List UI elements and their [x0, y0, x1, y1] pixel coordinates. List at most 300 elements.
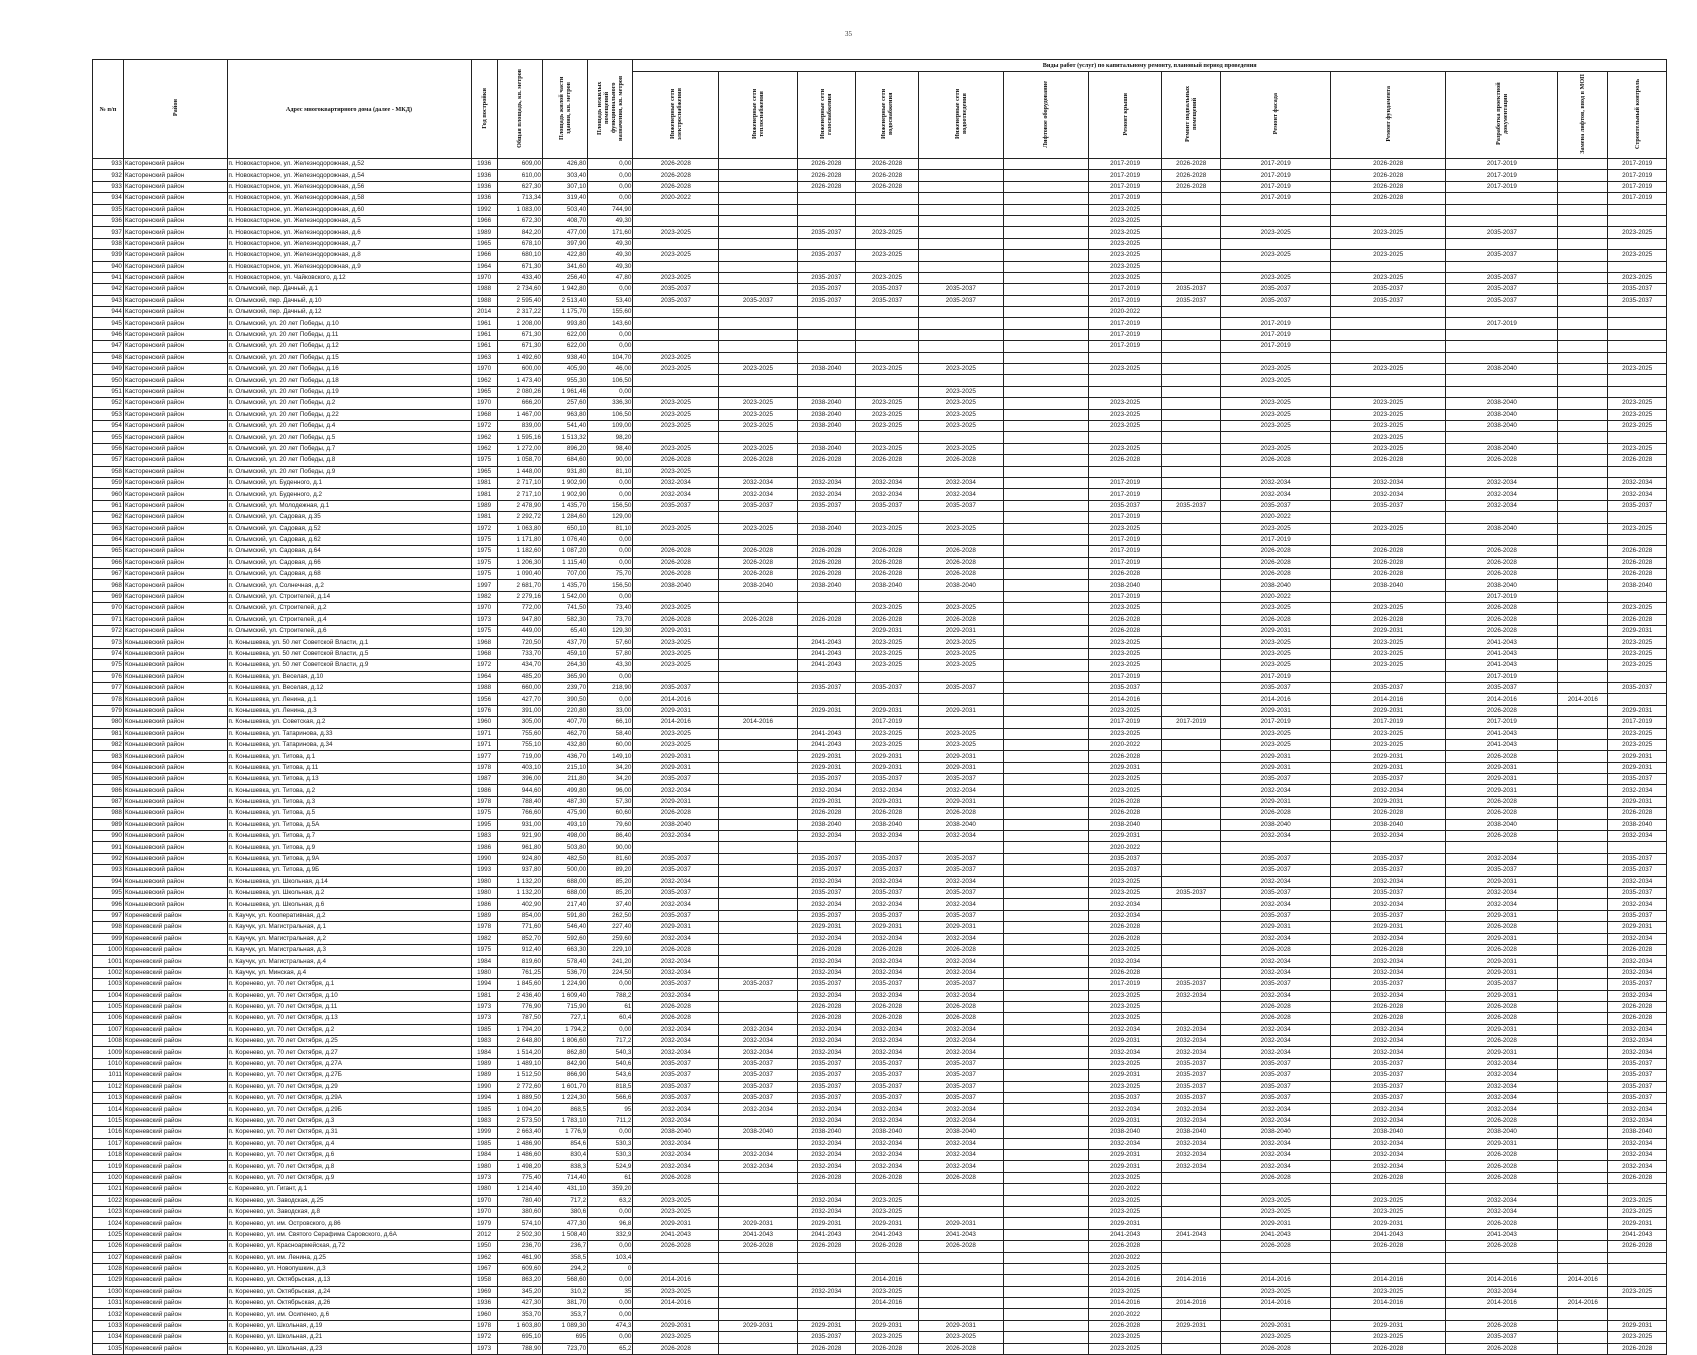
table-cell: с. Коренево, ул. Гигант, д.1 — [227, 1184, 471, 1195]
table-cell — [1161, 944, 1221, 955]
table-cell: 2023-2025 — [856, 603, 919, 614]
table-cell: 2041-2043 — [797, 660, 855, 671]
table-cell: 0,00 — [588, 534, 633, 545]
table-cell — [1221, 842, 1331, 853]
table-cell: 257,60 — [542, 398, 587, 409]
table-cell: 2017-2019 — [1089, 341, 1162, 352]
table-cell: 2035-2037 — [856, 865, 919, 876]
table-row — [93, 808, 1667, 819]
table-cell: 2029-2031 — [1446, 933, 1558, 944]
table-cell: Кореневский район — [123, 1161, 227, 1172]
table-cell: 218,90 — [588, 682, 633, 693]
table-cell: 47,80 — [588, 272, 633, 283]
table-cell: 499,80 — [542, 785, 587, 796]
table-cell: 2026-2028 — [1446, 944, 1558, 955]
table-cell: 2032-2034 — [1608, 489, 1667, 500]
table-cell: 1012 — [93, 1081, 124, 1092]
table-cell — [1161, 375, 1221, 386]
table-cell: 461,90 — [497, 1252, 542, 1263]
table-cell: 2029-2031 — [1330, 1320, 1445, 1331]
table-cell: 931,00 — [497, 819, 542, 830]
table-cell — [919, 591, 1004, 602]
table-cell: 2035-2037 — [797, 910, 855, 921]
table-cell — [633, 1263, 719, 1274]
table-cell: 2032-2034 — [633, 933, 719, 944]
table-cell: Кореневский район — [123, 1309, 227, 1320]
table-row — [93, 1081, 1667, 1092]
table-cell: 2032-2034 — [856, 831, 919, 842]
table-cell — [633, 307, 719, 318]
table-cell: 2023-2025 — [1089, 261, 1162, 272]
table-cell: 2017-2019 — [1221, 193, 1331, 204]
table-cell: 671,30 — [497, 329, 542, 340]
table-cell — [1446, 512, 1558, 523]
table-cell — [1558, 956, 1608, 967]
table-cell: 2023-2025 — [633, 603, 719, 614]
col-header-num: № п/п — [93, 60, 124, 159]
table-cell — [1161, 1013, 1221, 1024]
table-row — [93, 1058, 1667, 1069]
table-cell: Кореневский район — [123, 1115, 227, 1126]
table-cell — [856, 238, 919, 249]
table-cell — [797, 1263, 855, 1274]
table-cell — [1161, 762, 1221, 773]
table-cell: Касторенский район — [123, 523, 227, 534]
table-cell — [1608, 318, 1667, 329]
table-cell: 2029-2031 — [919, 626, 1004, 637]
table-cell: 986 — [93, 785, 124, 796]
table-cell: 2026-2028 — [1446, 626, 1558, 637]
table-cell: 2029-2031 — [856, 751, 919, 762]
table-cell: 353,70 — [497, 1309, 542, 1320]
table-cell: 2026-2028 — [797, 1343, 855, 1354]
table-cell — [1221, 1263, 1331, 1274]
table-cell: 2032-2034 — [633, 1115, 719, 1126]
table-cell: 2035-2037 — [919, 979, 1004, 990]
table-cell: 2023-2025 — [856, 728, 919, 739]
table-cell — [1003, 1127, 1089, 1138]
table-cell: 2026-2028 — [1221, 557, 1331, 568]
table-cell — [1221, 261, 1331, 272]
table-cell — [1003, 1149, 1089, 1160]
table-cell — [1161, 398, 1221, 409]
table-cell — [719, 1286, 798, 1297]
table-cell: 2023-2025 — [1330, 409, 1445, 420]
table-cell: 939 — [93, 250, 124, 261]
table-row — [93, 193, 1667, 204]
table-cell: 2035-2037 — [797, 227, 855, 238]
table-cell: 2029-2031 — [919, 1320, 1004, 1331]
table-cell: 2 717,10 — [497, 489, 542, 500]
table-cell — [1446, 1263, 1558, 1274]
table-cell: 0,00 — [588, 284, 633, 295]
table-cell: 980 — [93, 717, 124, 728]
table-cell: 1 435,70 — [542, 580, 587, 591]
table-cell — [1558, 1286, 1608, 1297]
table-row — [93, 603, 1667, 614]
table-cell: 1010 — [93, 1058, 124, 1069]
table-cell: 359,20 — [588, 1184, 633, 1195]
table-cell: 2023-2025 — [856, 250, 919, 261]
table-cell: 2029-2031 — [1446, 910, 1558, 921]
table-cell — [719, 1138, 798, 1149]
table-cell: п. Каучук, ул. Магистральная, д.2 — [227, 933, 471, 944]
table-cell — [1003, 842, 1089, 853]
table-cell: 2032-2034 — [797, 1206, 855, 1217]
table-cell: 1009 — [93, 1047, 124, 1058]
table-cell: 2026-2028 — [1608, 455, 1667, 466]
table-cell: 1962 — [471, 432, 497, 443]
table-cell: 2029-2031 — [1330, 705, 1445, 716]
table-cell — [1161, 728, 1221, 739]
table-cell: 437,70 — [542, 637, 587, 648]
table-cell: 2035-2037 — [919, 682, 1004, 693]
table-cell: 2017-2019 — [1089, 979, 1162, 990]
table-cell: 1 448,00 — [497, 466, 542, 477]
table-cell: 2026-2028 — [1446, 808, 1558, 819]
table-cell — [1161, 694, 1221, 705]
table-cell: 2032-2034 — [919, 1138, 1004, 1149]
table-cell: Кореневский район — [123, 1001, 227, 1012]
table-cell: 1028 — [93, 1263, 124, 1274]
table-cell: 156,50 — [588, 500, 633, 511]
table-cell: 2032-2034 — [1161, 1024, 1221, 1035]
table-cell — [719, 922, 798, 933]
table-cell: 1990 — [471, 853, 497, 864]
table-cell: 96,00 — [588, 785, 633, 796]
table-cell: 57,60 — [588, 637, 633, 648]
table-cell: п. Олымский, ул. Молодежная, д.1 — [227, 500, 471, 511]
table-cell — [1221, 238, 1331, 249]
table-cell: 2035-2037 — [1221, 853, 1331, 864]
table-cell: 2032-2034 — [797, 933, 855, 944]
table-cell — [1558, 512, 1608, 523]
table-cell: п. Коренево, ул. 70 лет Октября, д.2 — [227, 1024, 471, 1035]
table-cell: 2017-2019 — [1089, 170, 1162, 181]
table-cell: 2035-2037 — [797, 774, 855, 785]
table-cell — [1161, 796, 1221, 807]
table-cell: п. Олымский, ул. 20 лет Победы, д.15 — [227, 352, 471, 363]
table-cell: 956 — [93, 443, 124, 454]
table-cell — [1330, 204, 1445, 215]
table-cell: 1971 — [471, 739, 497, 750]
table-cell — [1003, 717, 1089, 728]
table-row — [93, 1263, 1667, 1274]
table-cell: 2035-2037 — [1446, 295, 1558, 306]
table-cell: Кореневский район — [123, 910, 227, 921]
table-cell — [1161, 557, 1221, 568]
table-cell: 2029-2031 — [1608, 796, 1667, 807]
table-cell: 319,40 — [542, 193, 587, 204]
table-cell: 2035-2037 — [1221, 910, 1331, 921]
table-cell: 1 806,60 — [542, 1036, 587, 1047]
table-cell: 1988 — [471, 284, 497, 295]
table-cell — [719, 238, 798, 249]
table-cell: 2023-2025 — [1089, 1001, 1162, 1012]
table-row — [93, 591, 1667, 602]
table-cell: 2 513,40 — [542, 295, 587, 306]
table-cell: 2023-2025 — [856, 272, 919, 283]
table-cell: 2035-2037 — [919, 1093, 1004, 1104]
table-cell: 1015 — [93, 1115, 124, 1126]
table-cell — [1558, 876, 1608, 887]
table-cell: п. Олымский, ул. Садовая, д.64 — [227, 546, 471, 557]
table-cell: Касторенский район — [123, 512, 227, 523]
table-cell: 2035-2037 — [719, 1093, 798, 1104]
table-row — [93, 944, 1667, 955]
table-cell — [1446, 375, 1558, 386]
table-cell: 431,10 — [542, 1184, 587, 1195]
table-cell: 2032-2034 — [856, 1104, 919, 1115]
table-cell — [1161, 1309, 1221, 1320]
table-cell — [1161, 307, 1221, 318]
table-cell: п. Олымский, ул. 20 лет Победы, д.7 — [227, 443, 471, 454]
table-cell: п. Коренево, ул. им. Островского, д.86 — [227, 1218, 471, 1229]
table-cell: 2026-2028 — [719, 614, 798, 625]
table-cell: 2017-2019 — [1608, 181, 1667, 192]
table-cell: п. Коренево, ул. Школьная, д.21 — [227, 1332, 471, 1343]
table-cell — [719, 1172, 798, 1183]
table-cell: 2032-2034 — [633, 785, 719, 796]
table-cell: 2029-2031 — [1089, 1149, 1162, 1160]
table-cell: 1001 — [93, 956, 124, 967]
table-cell: 2029-2031 — [1221, 796, 1331, 807]
table-cell: 933 — [93, 181, 124, 192]
table-cell: 2 681,70 — [497, 580, 542, 591]
table-cell: 2035-2037 — [856, 888, 919, 899]
table-cell: 2023-2025 — [1608, 420, 1667, 431]
table-cell: 1979 — [471, 1218, 497, 1229]
table-cell: 2032-2034 — [797, 831, 855, 842]
table-cell — [919, 329, 1004, 340]
table-cell: Кореневский район — [123, 1127, 227, 1138]
table-cell — [1003, 922, 1089, 933]
table-cell: Кореневский район — [123, 1218, 227, 1229]
table-cell — [719, 682, 798, 693]
table-cell: 540,6 — [588, 1058, 633, 1069]
col-header-year: Год постройки — [471, 60, 497, 159]
table-cell: 2023-2025 — [633, 272, 719, 283]
table-cell — [1446, 215, 1558, 226]
table-cell: 2026-2028 — [719, 557, 798, 568]
table-cell: п. Конышевка, ул. Школьная, д.14 — [227, 876, 471, 887]
table-cell — [633, 204, 719, 215]
table-row — [93, 671, 1667, 682]
table-cell: 744,90 — [588, 204, 633, 215]
table-cell: 2032-2034 — [719, 1104, 798, 1115]
table-cell — [1558, 238, 1608, 249]
table-cell — [1608, 215, 1667, 226]
table-cell: Касторенский район — [123, 227, 227, 238]
table-cell: 1 794,20 — [497, 1024, 542, 1035]
table-cell: 963 — [93, 523, 124, 534]
table-cell: 2023-2025 — [1089, 1081, 1162, 1092]
table-cell: 1 794,2 — [542, 1024, 587, 1035]
table-cell: 2023-2025 — [919, 603, 1004, 614]
table-cell — [1558, 785, 1608, 796]
table-cell: 2017-2019 — [1089, 534, 1162, 545]
table-cell — [1003, 944, 1089, 955]
table-cell — [1446, 432, 1558, 443]
table-cell: 2017-2019 — [856, 717, 919, 728]
table-row — [93, 1013, 1667, 1024]
table-cell: 2020-2022 — [1089, 1252, 1162, 1263]
table-cell: 1967 — [471, 1263, 497, 1274]
table-cell: 2035-2037 — [1446, 250, 1558, 261]
table-cell: 2023-2025 — [856, 227, 919, 238]
table-cell: 2026-2028 — [1330, 455, 1445, 466]
table-cell — [1161, 1241, 1221, 1252]
table-cell: 1984 — [471, 956, 497, 967]
table-cell: 2032-2034 — [1161, 1104, 1221, 1115]
table-cell — [1003, 831, 1089, 842]
table-cell — [1558, 717, 1608, 728]
table-cell: 482,50 — [542, 853, 587, 864]
table-cell: Конышевский район — [123, 853, 227, 864]
table-cell — [1161, 386, 1221, 397]
table-cell — [1558, 910, 1608, 921]
table-cell: 143,60 — [588, 318, 633, 329]
table-row — [93, 261, 1667, 272]
table-cell — [719, 534, 798, 545]
table-cell: 2035-2037 — [919, 910, 1004, 921]
table-cell: 2032-2034 — [1161, 1149, 1221, 1160]
table-row — [93, 1070, 1667, 1081]
table-cell: 2032-2034 — [919, 477, 1004, 488]
table-cell: 671,30 — [497, 261, 542, 272]
table-cell: 546,40 — [542, 922, 587, 933]
table-cell: Касторенский район — [123, 580, 227, 591]
table-cell: 49,30 — [588, 250, 633, 261]
table-cell: 2035-2037 — [1446, 979, 1558, 990]
table-cell: 2032-2034 — [856, 956, 919, 967]
table-cell: 2023-2025 — [1221, 272, 1331, 283]
table-cell: 1003 — [93, 979, 124, 990]
table-cell: 2026-2028 — [1221, 1343, 1331, 1354]
table-cell: 2032-2034 — [1608, 990, 1667, 1001]
table-cell: 984 — [93, 762, 124, 773]
table-cell — [1003, 170, 1089, 181]
table-cell: 2023-2025 — [633, 409, 719, 420]
table-cell: 2035-2037 — [1089, 865, 1162, 876]
table-cell: 0,00 — [588, 341, 633, 352]
table-cell: 1 063,80 — [497, 523, 542, 534]
table-cell: 2038-2040 — [919, 580, 1004, 591]
table-cell: 2035-2037 — [919, 865, 1004, 876]
table-cell: 2029-2031 — [1446, 774, 1558, 785]
table-cell: 719,00 — [497, 751, 542, 762]
table-cell: 426,80 — [542, 159, 587, 170]
table-cell: Касторенский район — [123, 375, 227, 386]
table-cell: 2035-2037 — [1446, 227, 1558, 238]
table-cell: 2023-2025 — [1221, 660, 1331, 671]
table-cell — [1003, 1298, 1089, 1309]
table-cell: 2035-2037 — [856, 500, 919, 511]
table-cell: 2035-2037 — [1161, 1058, 1221, 1069]
table-cell: 2035-2037 — [1221, 1081, 1331, 1092]
table-cell — [1558, 1001, 1608, 1012]
table-cell: 2032-2034 — [633, 899, 719, 910]
table-row — [93, 956, 1667, 967]
table-row — [93, 910, 1667, 921]
table-cell: 944 — [93, 307, 124, 318]
table-cell: 2026-2028 — [1446, 1172, 1558, 1183]
table-cell: 2026-2028 — [1089, 455, 1162, 466]
table-cell: 2023-2025 — [633, 1195, 719, 1206]
table-cell — [1161, 899, 1221, 910]
table-cell: 957 — [93, 455, 124, 466]
table-cell — [1003, 443, 1089, 454]
table-cell: 256,40 — [542, 272, 587, 283]
table-cell: 2020-2022 — [1089, 739, 1162, 750]
table-cell: 2035-2037 — [719, 500, 798, 511]
table-cell — [1608, 307, 1667, 318]
table-cell: 1 208,00 — [497, 318, 542, 329]
table-cell — [1558, 569, 1608, 580]
table-cell: 2026-2028 — [1330, 1001, 1445, 1012]
table-cell: п. Конышевка, ул. Титова, д.1 — [227, 751, 471, 762]
table-cell — [856, 1184, 919, 1195]
table-cell: 2032-2034 — [856, 1138, 919, 1149]
table-cell — [1558, 1013, 1608, 1024]
table-cell: 2035-2037 — [1089, 1093, 1162, 1104]
table-cell: 2038-2040 — [1446, 1127, 1558, 1138]
table-cell — [1558, 819, 1608, 830]
table-row — [93, 888, 1667, 899]
table-cell: 1 776,9 — [542, 1127, 587, 1138]
table-cell: 1975 — [471, 546, 497, 557]
table-cell: 0 — [588, 1263, 633, 1274]
table-cell — [1558, 1081, 1608, 1092]
table-cell: 63,2 — [588, 1195, 633, 1206]
table-cell: 2026-2028 — [797, 614, 855, 625]
table-cell: Касторенский район — [123, 181, 227, 192]
table-cell: 2026-2028 — [1089, 796, 1162, 807]
table-cell: 1972 — [471, 660, 497, 671]
table-cell: 2032-2034 — [797, 477, 855, 488]
table-cell: 2026-2028 — [919, 1343, 1004, 1354]
table-cell: 2023-2025 — [1608, 637, 1667, 648]
table-cell: 947,80 — [497, 614, 542, 625]
table-cell — [1558, 352, 1608, 363]
table-cell: 2017-2019 — [1221, 534, 1331, 545]
table-cell: п. Конышевка, ул. Титова, д.7 — [227, 831, 471, 842]
table-cell: 2017-2019 — [1608, 159, 1667, 170]
table-cell: 61 — [588, 1001, 633, 1012]
table-cell — [797, 375, 855, 386]
table-cell: 1980 — [471, 888, 497, 899]
table-cell — [1558, 1184, 1608, 1195]
table-cell: 993 — [93, 865, 124, 876]
table-cell — [1161, 1332, 1221, 1343]
table-cell: п. Коренево, ул. 70 лет Октября, д.29 — [227, 1081, 471, 1092]
table-cell: 380,60 — [497, 1206, 542, 1217]
table-cell — [1161, 272, 1221, 283]
table-cell: 1 542,00 — [542, 591, 587, 602]
table-cell — [1446, 386, 1558, 397]
table-cell: 2023-2025 — [1089, 1332, 1162, 1343]
table-cell: 2023-2025 — [1608, 523, 1667, 534]
table-cell: 2035-2037 — [797, 272, 855, 283]
table-cell: 341,60 — [542, 261, 587, 272]
table-cell: 1006 — [93, 1013, 124, 1024]
table-cell: 2026-2028 — [1330, 159, 1445, 170]
table-cell — [797, 432, 855, 443]
table-cell: Касторенский район — [123, 534, 227, 545]
table-cell: Конышевский район — [123, 796, 227, 807]
table-cell: 353,7 — [542, 1309, 587, 1320]
table-cell: 1031 — [93, 1298, 124, 1309]
